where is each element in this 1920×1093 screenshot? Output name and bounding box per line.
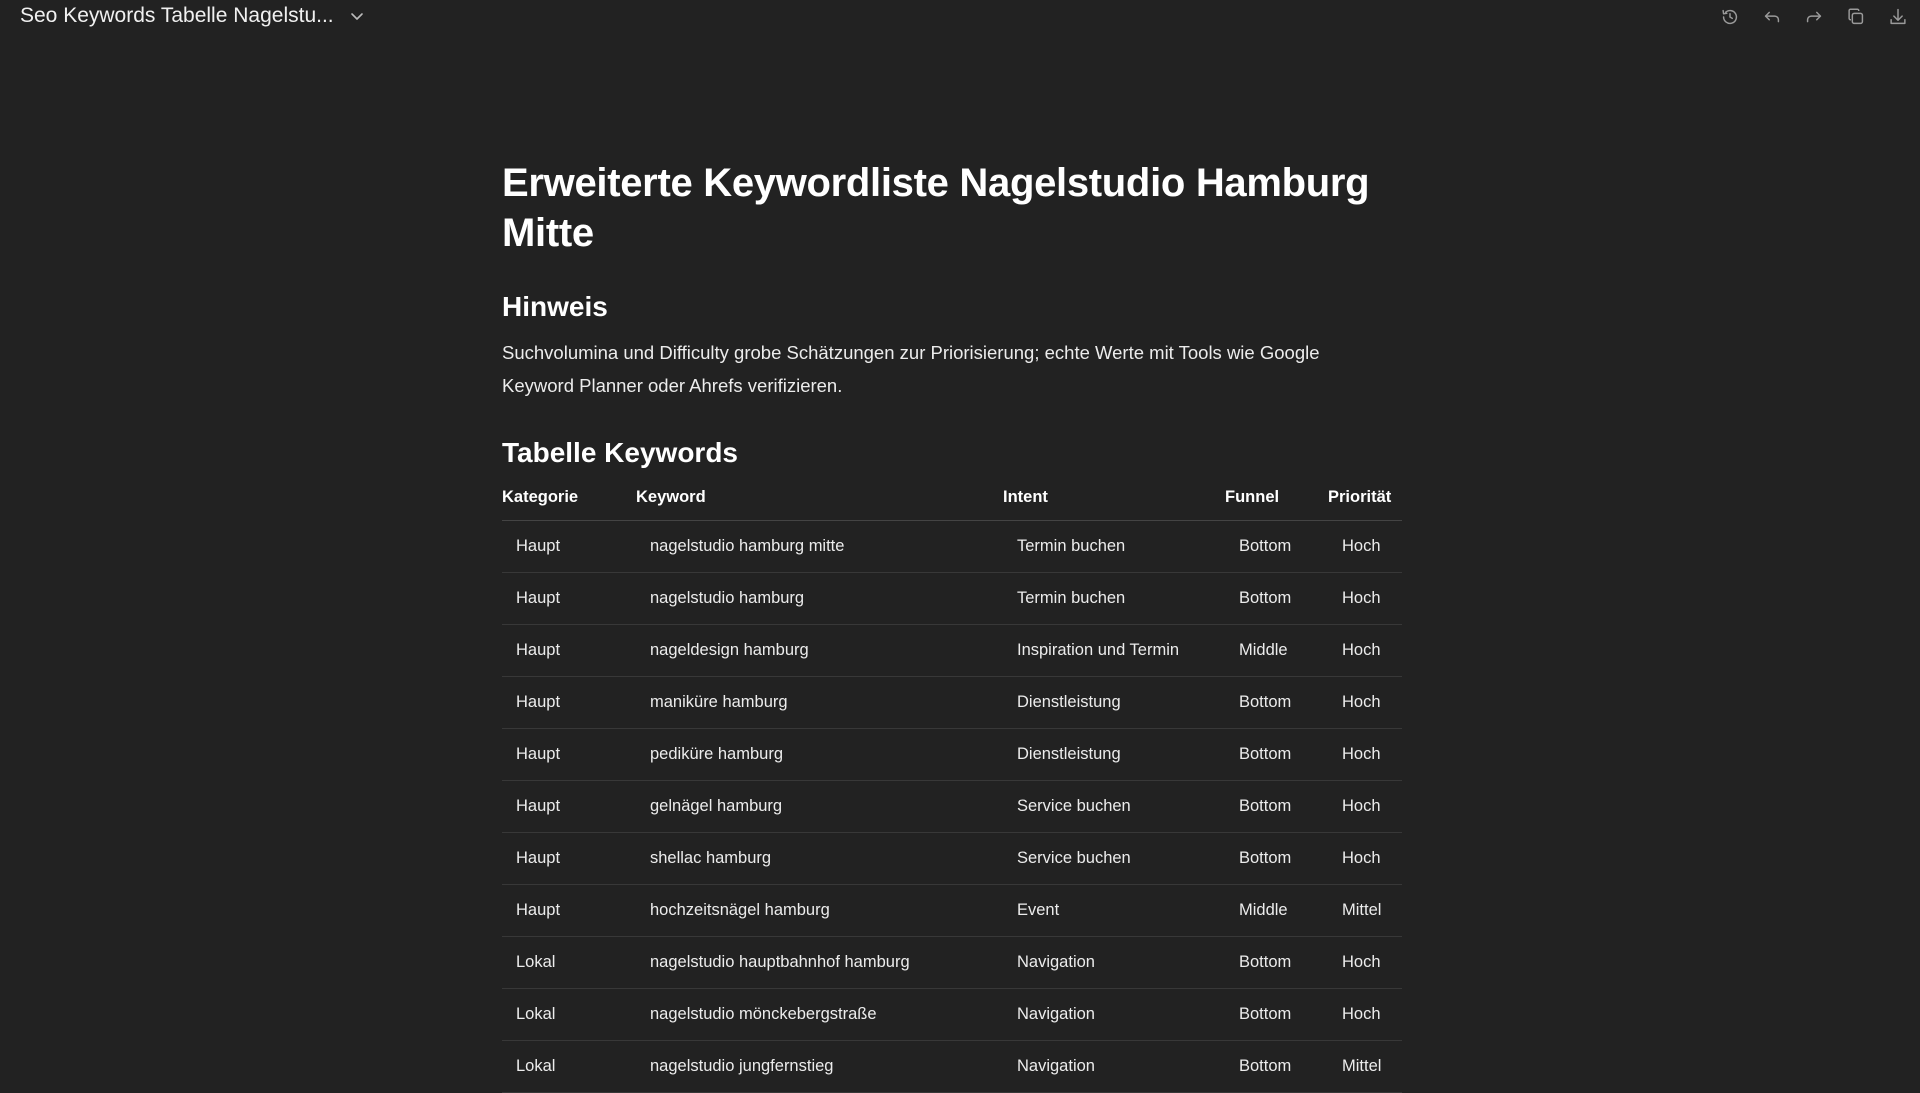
- cell-intent: Inspiration und Termin: [1003, 625, 1225, 677]
- table-row: [502, 1041, 1402, 1093]
- keywords-table: [502, 484, 1402, 1093]
- cell-prioritaet: Hoch: [1328, 729, 1402, 781]
- table-row: [502, 781, 1402, 833]
- cell-intent: Navigation: [1003, 989, 1225, 1041]
- table-row: [502, 573, 1402, 625]
- cell-intent: Event: [1003, 885, 1225, 937]
- history-icon[interactable]: [1718, 5, 1742, 29]
- cell-keyword: hochzeitsnägel hamburg: [636, 885, 1003, 937]
- cell-keyword: nagelstudio mönckebergstraße: [636, 989, 1003, 1041]
- cell-kategorie: Haupt: [502, 521, 636, 573]
- cell-funnel: Bottom: [1225, 677, 1328, 729]
- table-row: [502, 885, 1402, 937]
- chevron-down-icon[interactable]: [348, 7, 366, 25]
- cell-intent: Navigation: [1003, 1041, 1225, 1093]
- cell-kategorie: Haupt: [502, 781, 636, 833]
- hinweis-text: Suchvolumina und Difficulty grobe Schätzungen zur Priorisierung; echte Werte mit Tools wie Google Keyword Planner oder Ahrefs verifizieren.: [502, 342, 1320, 396]
- table-row: [502, 833, 1402, 885]
- cell-prioritaet: Hoch: [1328, 781, 1402, 833]
- column-header-keyword: Keyword: [636, 484, 1003, 521]
- cell-kategorie: Haupt: [502, 885, 636, 937]
- redo-icon[interactable]: [1802, 5, 1826, 29]
- document-content: [502, 158, 1402, 1093]
- cell-intent: Service buchen: [1003, 781, 1225, 833]
- hinweis-heading: Hinweis: [502, 291, 608, 322]
- cell-kategorie: Lokal: [502, 989, 636, 1041]
- document-title-menu[interactable]: [20, 4, 366, 28]
- column-header-funnel: Funnel: [1225, 484, 1328, 521]
- cell-funnel: Bottom: [1225, 573, 1328, 625]
- document-title: Seo Keywords Tabelle Nagelstu...: [20, 4, 334, 27]
- cell-keyword: pediküre hamburg: [636, 729, 1003, 781]
- cell-keyword: maniküre hamburg: [636, 677, 1003, 729]
- table-row: [502, 677, 1402, 729]
- cell-funnel: Bottom: [1225, 833, 1328, 885]
- table-row: [502, 521, 1402, 573]
- cell-keyword: nageldesign hamburg: [636, 625, 1003, 677]
- cell-intent: Termin buchen: [1003, 573, 1225, 625]
- cell-intent: Dienstleistung: [1003, 677, 1225, 729]
- cell-funnel: Bottom: [1225, 989, 1328, 1041]
- cell-keyword: shellac hamburg: [636, 833, 1003, 885]
- cell-prioritaet: Hoch: [1328, 677, 1402, 729]
- cell-intent: Navigation: [1003, 937, 1225, 989]
- table-row: [502, 989, 1402, 1041]
- cell-kategorie: Haupt: [502, 573, 636, 625]
- cell-prioritaet: Hoch: [1328, 521, 1402, 573]
- cell-prioritaet: Hoch: [1328, 989, 1402, 1041]
- cell-prioritaet: Hoch: [1328, 625, 1402, 677]
- column-header-prioritaet: Priorität: [1328, 484, 1402, 521]
- cell-prioritaet: Hoch: [1328, 833, 1402, 885]
- cell-keyword: nagelstudio hamburg: [636, 573, 1003, 625]
- table-row: [502, 729, 1402, 781]
- toolbar: [1718, 5, 1910, 29]
- cell-kategorie: Haupt: [502, 625, 636, 677]
- page-title: Erweiterte Keywordliste Nagelstudio Hamburg Mitte: [502, 161, 1370, 255]
- download-icon[interactable]: [1886, 5, 1910, 29]
- table-row: [502, 937, 1402, 989]
- column-header-intent: Intent: [1003, 484, 1225, 521]
- cell-funnel: Middle: [1225, 625, 1328, 677]
- cell-kategorie: Lokal: [502, 937, 636, 989]
- cell-funnel: Bottom: [1225, 937, 1328, 989]
- cell-keyword: nagelstudio hamburg mitte: [636, 521, 1003, 573]
- table-header-row: [502, 484, 1402, 521]
- table-row: [502, 625, 1402, 677]
- cell-kategorie: Lokal: [502, 1041, 636, 1093]
- cell-funnel: Bottom: [1225, 1041, 1328, 1093]
- cell-funnel: Middle: [1225, 885, 1328, 937]
- cell-funnel: Bottom: [1225, 729, 1328, 781]
- cell-kategorie: Haupt: [502, 677, 636, 729]
- cell-keyword: nagelstudio hauptbahnhof hamburg: [636, 937, 1003, 989]
- undo-icon[interactable]: [1760, 5, 1784, 29]
- cell-prioritaet: Hoch: [1328, 573, 1402, 625]
- column-header-kategorie: Kategorie: [502, 484, 636, 521]
- cell-kategorie: Haupt: [502, 833, 636, 885]
- cell-keyword: gelnägel hamburg: [636, 781, 1003, 833]
- cell-intent: Service buchen: [1003, 833, 1225, 885]
- cell-intent: Dienstleistung: [1003, 729, 1225, 781]
- table-heading: Tabelle Keywords: [502, 437, 739, 468]
- cell-intent: Termin buchen: [1003, 521, 1225, 573]
- copy-icon[interactable]: [1844, 5, 1868, 29]
- cell-keyword: nagelstudio jungfernstieg: [636, 1041, 1003, 1093]
- cell-funnel: Bottom: [1225, 521, 1328, 573]
- cell-prioritaet: Hoch: [1328, 937, 1402, 989]
- top-bar: [0, 0, 1920, 34]
- cell-prioritaet: Mittel: [1328, 1041, 1402, 1093]
- cell-funnel: Bottom: [1225, 781, 1328, 833]
- cell-prioritaet: Mittel: [1328, 885, 1402, 937]
- cell-kategorie: Haupt: [502, 729, 636, 781]
